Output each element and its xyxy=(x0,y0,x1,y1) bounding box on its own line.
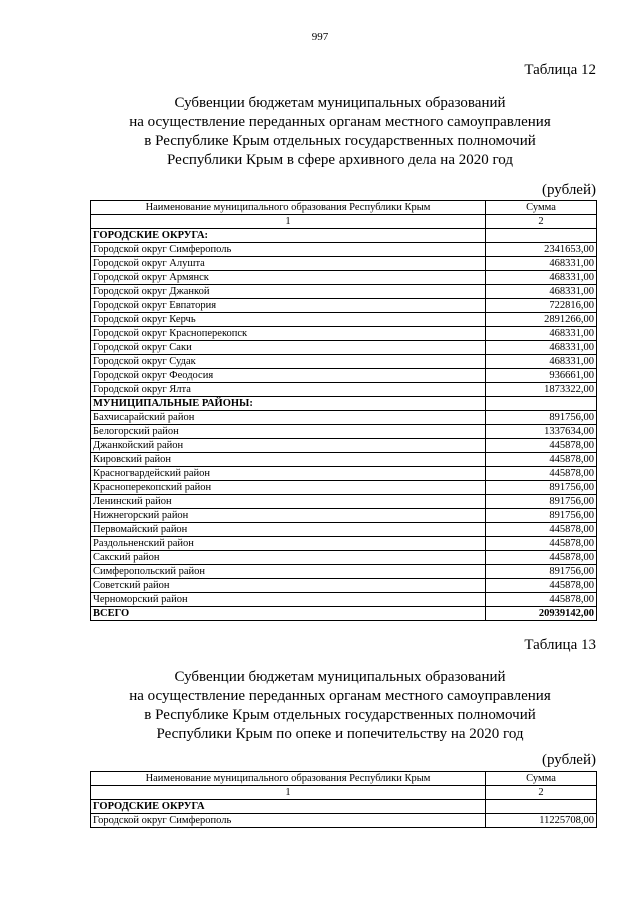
col-number-1: 1 xyxy=(91,786,486,800)
table-row xyxy=(91,565,597,579)
row-sum: 1873322,00 xyxy=(486,383,597,397)
row-name: Городской округ Судак xyxy=(91,355,486,369)
row-name: Городской округ Евпатория xyxy=(91,299,486,313)
row-name: Красноперекопский район xyxy=(91,481,486,495)
row-name: Первомайский район xyxy=(91,523,486,537)
table-row xyxy=(91,537,597,551)
header-name: Наименование муниципального образования Республики Крым xyxy=(91,201,486,215)
title-line: Субвенции бюджетам муниципальных образований xyxy=(174,669,506,685)
table-row xyxy=(91,341,597,355)
row-name: Нижнегорский район xyxy=(91,509,486,523)
row-sum: 468331,00 xyxy=(486,341,597,355)
table-row xyxy=(91,814,597,828)
table-row xyxy=(91,355,597,369)
row-sum: 468331,00 xyxy=(486,327,597,341)
total-row xyxy=(91,607,597,621)
row-sum: 445878,00 xyxy=(486,551,597,565)
table-row xyxy=(91,551,597,565)
column-number-row xyxy=(91,215,597,229)
header-row xyxy=(91,772,597,786)
row-name: Городской округ Армянск xyxy=(91,271,486,285)
table-row xyxy=(91,243,597,257)
table-row xyxy=(91,523,597,537)
row-sum: 1337634,00 xyxy=(486,425,597,439)
col-number-1: 1 xyxy=(91,215,486,229)
row-sum: 891756,00 xyxy=(486,481,597,495)
title-line: в Республике Крым отдельных государственных полномочий xyxy=(144,133,536,149)
row-sum: 445878,00 xyxy=(486,453,597,467)
table-13-label: Таблица 13 xyxy=(524,637,596,653)
row-sum: 722816,00 xyxy=(486,299,597,313)
row-sum: 20939142,00 xyxy=(486,607,597,621)
row-sum: 468331,00 xyxy=(486,257,597,271)
row-name: Городской округ Алушта xyxy=(91,257,486,271)
column-number-row xyxy=(91,786,597,800)
table-13-title xyxy=(90,668,590,744)
title-line: на осуществление переданных органам местного самоуправления xyxy=(129,114,551,130)
table-row xyxy=(91,313,597,327)
title-line: Республики Крым в сфере архивного дела на 2020 год xyxy=(167,152,513,168)
col-number-2: 2 xyxy=(486,786,597,800)
title-line: Субвенции бюджетам муниципальных образований xyxy=(174,95,506,111)
row-sum: 445878,00 xyxy=(486,537,597,551)
table-row xyxy=(91,481,597,495)
row-sum xyxy=(486,800,597,814)
row-name: Советский район xyxy=(91,579,486,593)
row-sum: 445878,00 xyxy=(486,523,597,537)
table-row xyxy=(91,467,597,481)
table-row xyxy=(91,495,597,509)
row-name: Городской округ Ялта xyxy=(91,383,486,397)
row-name: Раздольненский район xyxy=(91,537,486,551)
header-sum: Сумма xyxy=(486,772,597,786)
row-name: ГОРОДСКИЕ ОКРУГА xyxy=(91,800,486,814)
row-sum: 891756,00 xyxy=(486,411,597,425)
row-sum xyxy=(486,229,597,243)
header-row xyxy=(91,201,597,215)
table-row xyxy=(91,327,597,341)
table-row xyxy=(91,453,597,467)
row-sum: 468331,00 xyxy=(486,285,597,299)
row-name: Городской округ Джанкой xyxy=(91,285,486,299)
table-row xyxy=(91,285,597,299)
table-row xyxy=(91,271,597,285)
row-name: Ленинский район xyxy=(91,495,486,509)
row-sum: 891756,00 xyxy=(486,509,597,523)
table-row xyxy=(91,383,597,397)
row-sum: 445878,00 xyxy=(486,439,597,453)
title-line: Республики Крым по опеке и попечительству на 2020 год xyxy=(156,726,524,742)
title-line: в Республике Крым отдельных государственных полномочий xyxy=(144,707,536,723)
row-name: Городской округ Симферополь xyxy=(91,243,486,257)
row-name: Городской округ Саки xyxy=(91,341,486,355)
row-name: Сакский район xyxy=(91,551,486,565)
row-sum: 445878,00 xyxy=(486,593,597,607)
table-row xyxy=(91,257,597,271)
row-sum: 891756,00 xyxy=(486,495,597,509)
row-sum: 936661,00 xyxy=(486,369,597,383)
header-name: Наименование муниципального образования Республики Крым xyxy=(91,772,486,786)
table-row xyxy=(91,593,597,607)
row-name: Джанкойский район xyxy=(91,439,486,453)
row-sum: 2341653,00 xyxy=(486,243,597,257)
row-sum: 468331,00 xyxy=(486,271,597,285)
section-row xyxy=(91,229,597,243)
table-row xyxy=(91,509,597,523)
row-name: Бахчисарайский район xyxy=(91,411,486,425)
table-row xyxy=(91,439,597,453)
row-name: МУНИЦИПАЛЬНЫЕ РАЙОНЫ: xyxy=(91,397,486,411)
header-sum: Сумма xyxy=(486,201,597,215)
table-row xyxy=(91,411,597,425)
row-name: Городской округ Красноперекопск xyxy=(91,327,486,341)
row-sum xyxy=(486,397,597,411)
row-name: Городской округ Симферополь xyxy=(91,814,486,828)
title-line: на осуществление переданных органам местного самоуправления xyxy=(129,688,551,704)
table-row xyxy=(91,425,597,439)
table-13 xyxy=(90,771,597,828)
table-row xyxy=(91,369,597,383)
table-13-units: (рублей) xyxy=(541,752,596,768)
row-name: Симферопольский район xyxy=(91,565,486,579)
page-number: 997 xyxy=(311,31,329,43)
row-name: Городской округ Феодосия xyxy=(91,369,486,383)
row-name: ГОРОДСКИЕ ОКРУГА: xyxy=(91,229,486,243)
section-row xyxy=(91,800,597,814)
table-row xyxy=(91,299,597,313)
section-row xyxy=(91,397,597,411)
table-12 xyxy=(90,200,597,621)
row-sum: 445878,00 xyxy=(486,467,597,481)
table-12-units: (рублей) xyxy=(541,182,596,198)
col-number-2: 2 xyxy=(486,215,597,229)
row-sum: 891756,00 xyxy=(486,565,597,579)
row-sum: 445878,00 xyxy=(486,579,597,593)
row-name: Кировский район xyxy=(91,453,486,467)
table-12-title xyxy=(90,94,590,170)
row-sum: 11225708,00 xyxy=(486,814,597,828)
table-12-label: Таблица 12 xyxy=(524,62,596,78)
row-name: Красногвардейский район xyxy=(91,467,486,481)
table-row xyxy=(91,579,597,593)
row-name: Белогорский район xyxy=(91,425,486,439)
row-sum: 2891266,00 xyxy=(486,313,597,327)
row-sum: 468331,00 xyxy=(486,355,597,369)
row-name: Черноморский район xyxy=(91,593,486,607)
row-name: ВСЕГО xyxy=(91,607,486,621)
row-name: Городской округ Керчь xyxy=(91,313,486,327)
